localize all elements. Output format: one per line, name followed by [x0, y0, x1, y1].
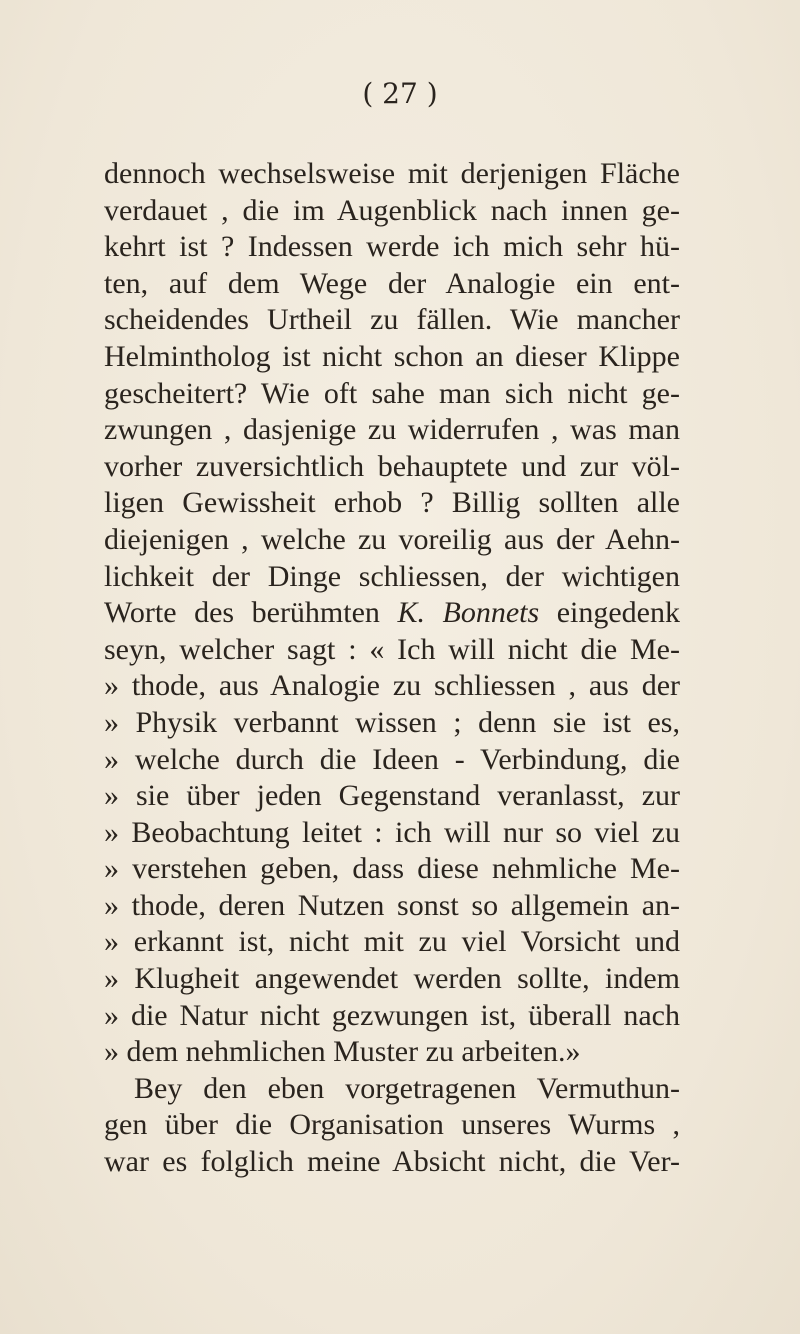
text-line: ligen Gewissheit erhob ? Billig sollten alle — [104, 486, 680, 520]
quote-line: » welche durch die Ideen - Verbindung, die — [104, 742, 680, 776]
italic-name: K. Bonnets — [397, 596, 540, 630]
quote-line: » verstehen geben, dass diese nehmliche Me- — [104, 852, 680, 886]
text-line: ten, auf dem Wege der Analogie ein ent- — [104, 266, 680, 300]
quote-line: seyn, welcher sagt : « Ich will nicht die Me- — [104, 632, 680, 666]
quote-line: » erkannt ist, nicht mit zu viel Vorsicht und — [104, 925, 680, 959]
quote-line: » die Natur nicht gezwungen ist, überall nach — [104, 998, 680, 1032]
text-line: gen über die Organisation unseres Wurms , — [104, 1108, 680, 1142]
text-line: kehrt ist ? Indessen werde ich mich sehr hü- — [104, 230, 680, 264]
text-line: dennoch wechselsweise mit derjenigen Fläche — [104, 157, 680, 190]
quote-line: » Physik verbannt wissen ; denn sie ist es, — [104, 705, 680, 739]
text-line: gescheitert? Wie oft sahe man sich nicht ge- — [104, 376, 680, 410]
text-line: war es folglich meine Absicht nicht, die Ver- — [104, 1145, 680, 1179]
page-number: ( 27 ) — [362, 77, 438, 110]
text-line: zwungen , dasjenige zu widerrufen , was man — [104, 413, 680, 447]
body-text — [104, 156, 680, 1181]
text-segment: Worte des berühmten — [104, 596, 398, 630]
text-line: vorher zuversichtlich behauptete und zur völ- — [104, 449, 680, 483]
quote-line: » Beobachtung leitet : ich will nur so viel zu — [104, 815, 680, 849]
text-line: Helmintholog ist nicht schon an dieser Klippe — [104, 339, 680, 373]
paragraph-start-line: Bey den eben vorgetragenen Vermuthun- — [134, 1071, 680, 1105]
text-line: scheidendes Urtheil zu fällen. Wie mancher — [104, 303, 680, 337]
text-line: diejenigen , welche zu voreilig aus der Aehn- — [104, 522, 680, 556]
text-line: lichkeit der Dinge schliessen, der wichtigen — [104, 559, 680, 593]
text-line: verdauet , die im Augenblick nach innen ge- — [104, 193, 680, 227]
text-segment: eingedenk — [539, 596, 680, 630]
quote-line: » sie über jeden Gegenstand veranlasst, zur — [104, 779, 680, 813]
quote-line: » thode, deren Nutzen sonst so allgemein an- — [104, 888, 680, 922]
quote-line: » thode, aus Analogie zu schliessen , aus der — [104, 669, 680, 703]
quote-line: » Klugheit angewendet werden sollte, indem — [104, 962, 680, 996]
quote-line-end: » dem nehmlichen Muster zu arbeiten.» — [104, 1035, 581, 1069]
text-line-with-italic — [104, 595, 680, 632]
